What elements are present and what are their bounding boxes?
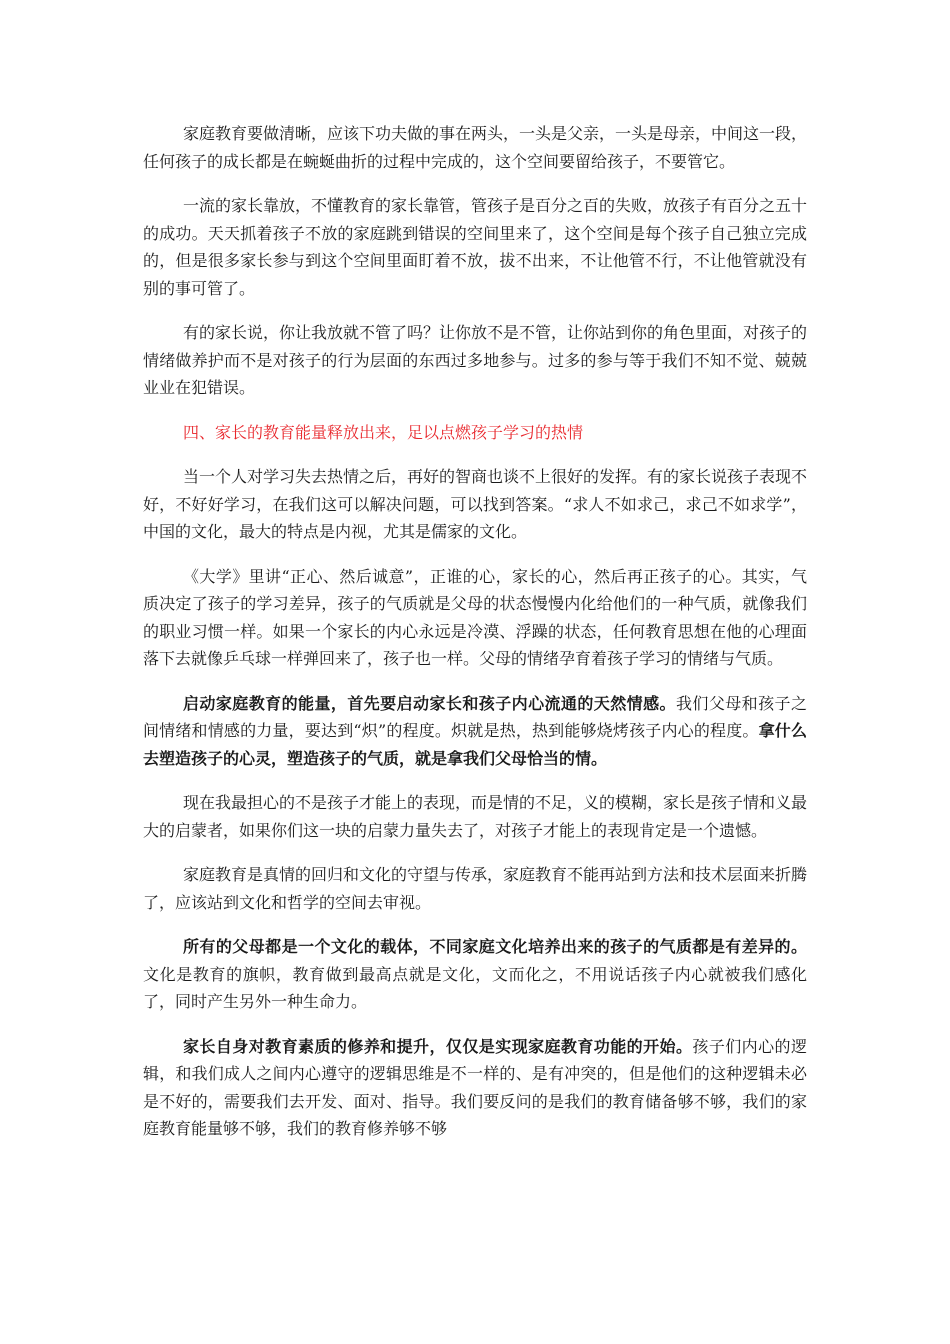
paragraph-5: 《大学》里讲“正心、然后诚意”，正谁的心，家长的心，然后再正孩子的心。其实，气质决定了孩子的学习差异，孩子的气质就是父母的状态慢慢内化给他们的一种气质，就像我们的职业习惯一样。如果一个家长的内心永远是冷漠、浮躁的状态，任何教育思想在他的心理面落下去就像乒乓球一样弹回来了，孩子也一样。父母的情绪孕育着孩子学习的情绪与气质。 [143, 566, 807, 668]
paragraph-6-bold-lead: 启动家庭教育的能量，首先要启动家长和孩子内心流通的天然情感。 [183, 693, 676, 713]
paragraph-2: 一流的家长靠放，不懂教育的家长靠管，管孩子是百分之百的失败，放孩子有百分之五十的成功。天天抓着孩子不放的家庭跳到错误的空间里来了，这个空间是每个孩子自己独立完成的，但是很多家长参与到这个空间里面盯着不放，拔不出来，不让他管不行，不让他管就没有别的事可管了。 [143, 196, 808, 298]
paragraph-10-text: 孩子们内心的逻辑，和我们成人之间内心遵守的逻辑思维是不一样的、是有冲突的，但是他们的这种逻辑未必是不好的，需要我们去开发、面对、指导。我们要反问的是我们的教育储备够不够，我们的家庭教育能量够不够，我们的教育修养够不够 [143, 1036, 807, 1138]
paragraph-9-bold-lead: 所有的父母都是一个文化的载体，不同家庭文化培养出来的孩子的气质都是有差异的。 [183, 937, 807, 956]
paragraph-9 [143, 933, 807, 1016]
paragraph-10 [143, 1033, 807, 1143]
document-body [143, 120, 807, 1160]
paragraph-8: 家庭教育是真情的回归和文化的守望与传承，家庭教育不能再站到方法和技术层面来折腾了，应该站到文化和哲学的空间去审视。 [143, 865, 808, 912]
section-heading: 四、家长的教育能量释放出来，足以点燃孩子学习的热情 [183, 422, 584, 442]
paragraph-7: 现在我最担心的不是孩子才能上的表现，而是情的不足，义的模糊，家长是孩子情和义最大的启蒙者，如果你们这一块的启蒙力量失去了，对孩子才能上的表现肯定是一个遗憾。 [143, 793, 808, 840]
paragraph-4: 当一个人对学习失去热情之后，再好的智商也谈不上很好的发挥。有的家长说孩子表现不好，不好好学习，在我们这可以解决问题，可以找到答案。“求人不如求己，求己不如求学”，中国的文化，最大的特点是内视，尤其是儒家的文化。 [143, 467, 808, 541]
paragraph-6 [143, 690, 807, 773]
paragraph-9-text: 文化是教育的旗帜，教育做到最高点就是文化，文而化之，不用说话孩子内心就被我们感化了，同时产生另外一种生命力。 [143, 964, 807, 1011]
paragraph-6-text: 我们父母和孩子之间情绪和情感的力量，要达到“炽”的程度。炽就是热，热到能够烧烤孩子内心的程度。 [143, 693, 807, 740]
paragraph-6-bold-tail: 拿什么去塑造孩子的心灵，塑造孩子的气质，就是拿我们父母恰当的情。 [143, 721, 807, 768]
paragraph-3: 有的家长说，你让我放就不管了吗？让你放不是不管，让你站到你的角色里面，对孩子的情绪做养护而不是对孩子的行为层面的东西过多地参与。过多的参与等于我们不知不觉、兢兢业业在犯错误。 [143, 323, 808, 397]
paragraph-10-bold-lead: 家长自身对教育素质的修养和提升，仅仅是实现家庭教育功能的开始。 [183, 1036, 693, 1056]
paragraph-1: 家庭教育要做清晰，应该下功夫做的事在两头，一头是父亲，一头是母亲，中间这一段，任何孩子的成长都是在蜿蜒曲折的过程中完成的，这个空间要留给孩子，不要管它。 [143, 124, 808, 171]
